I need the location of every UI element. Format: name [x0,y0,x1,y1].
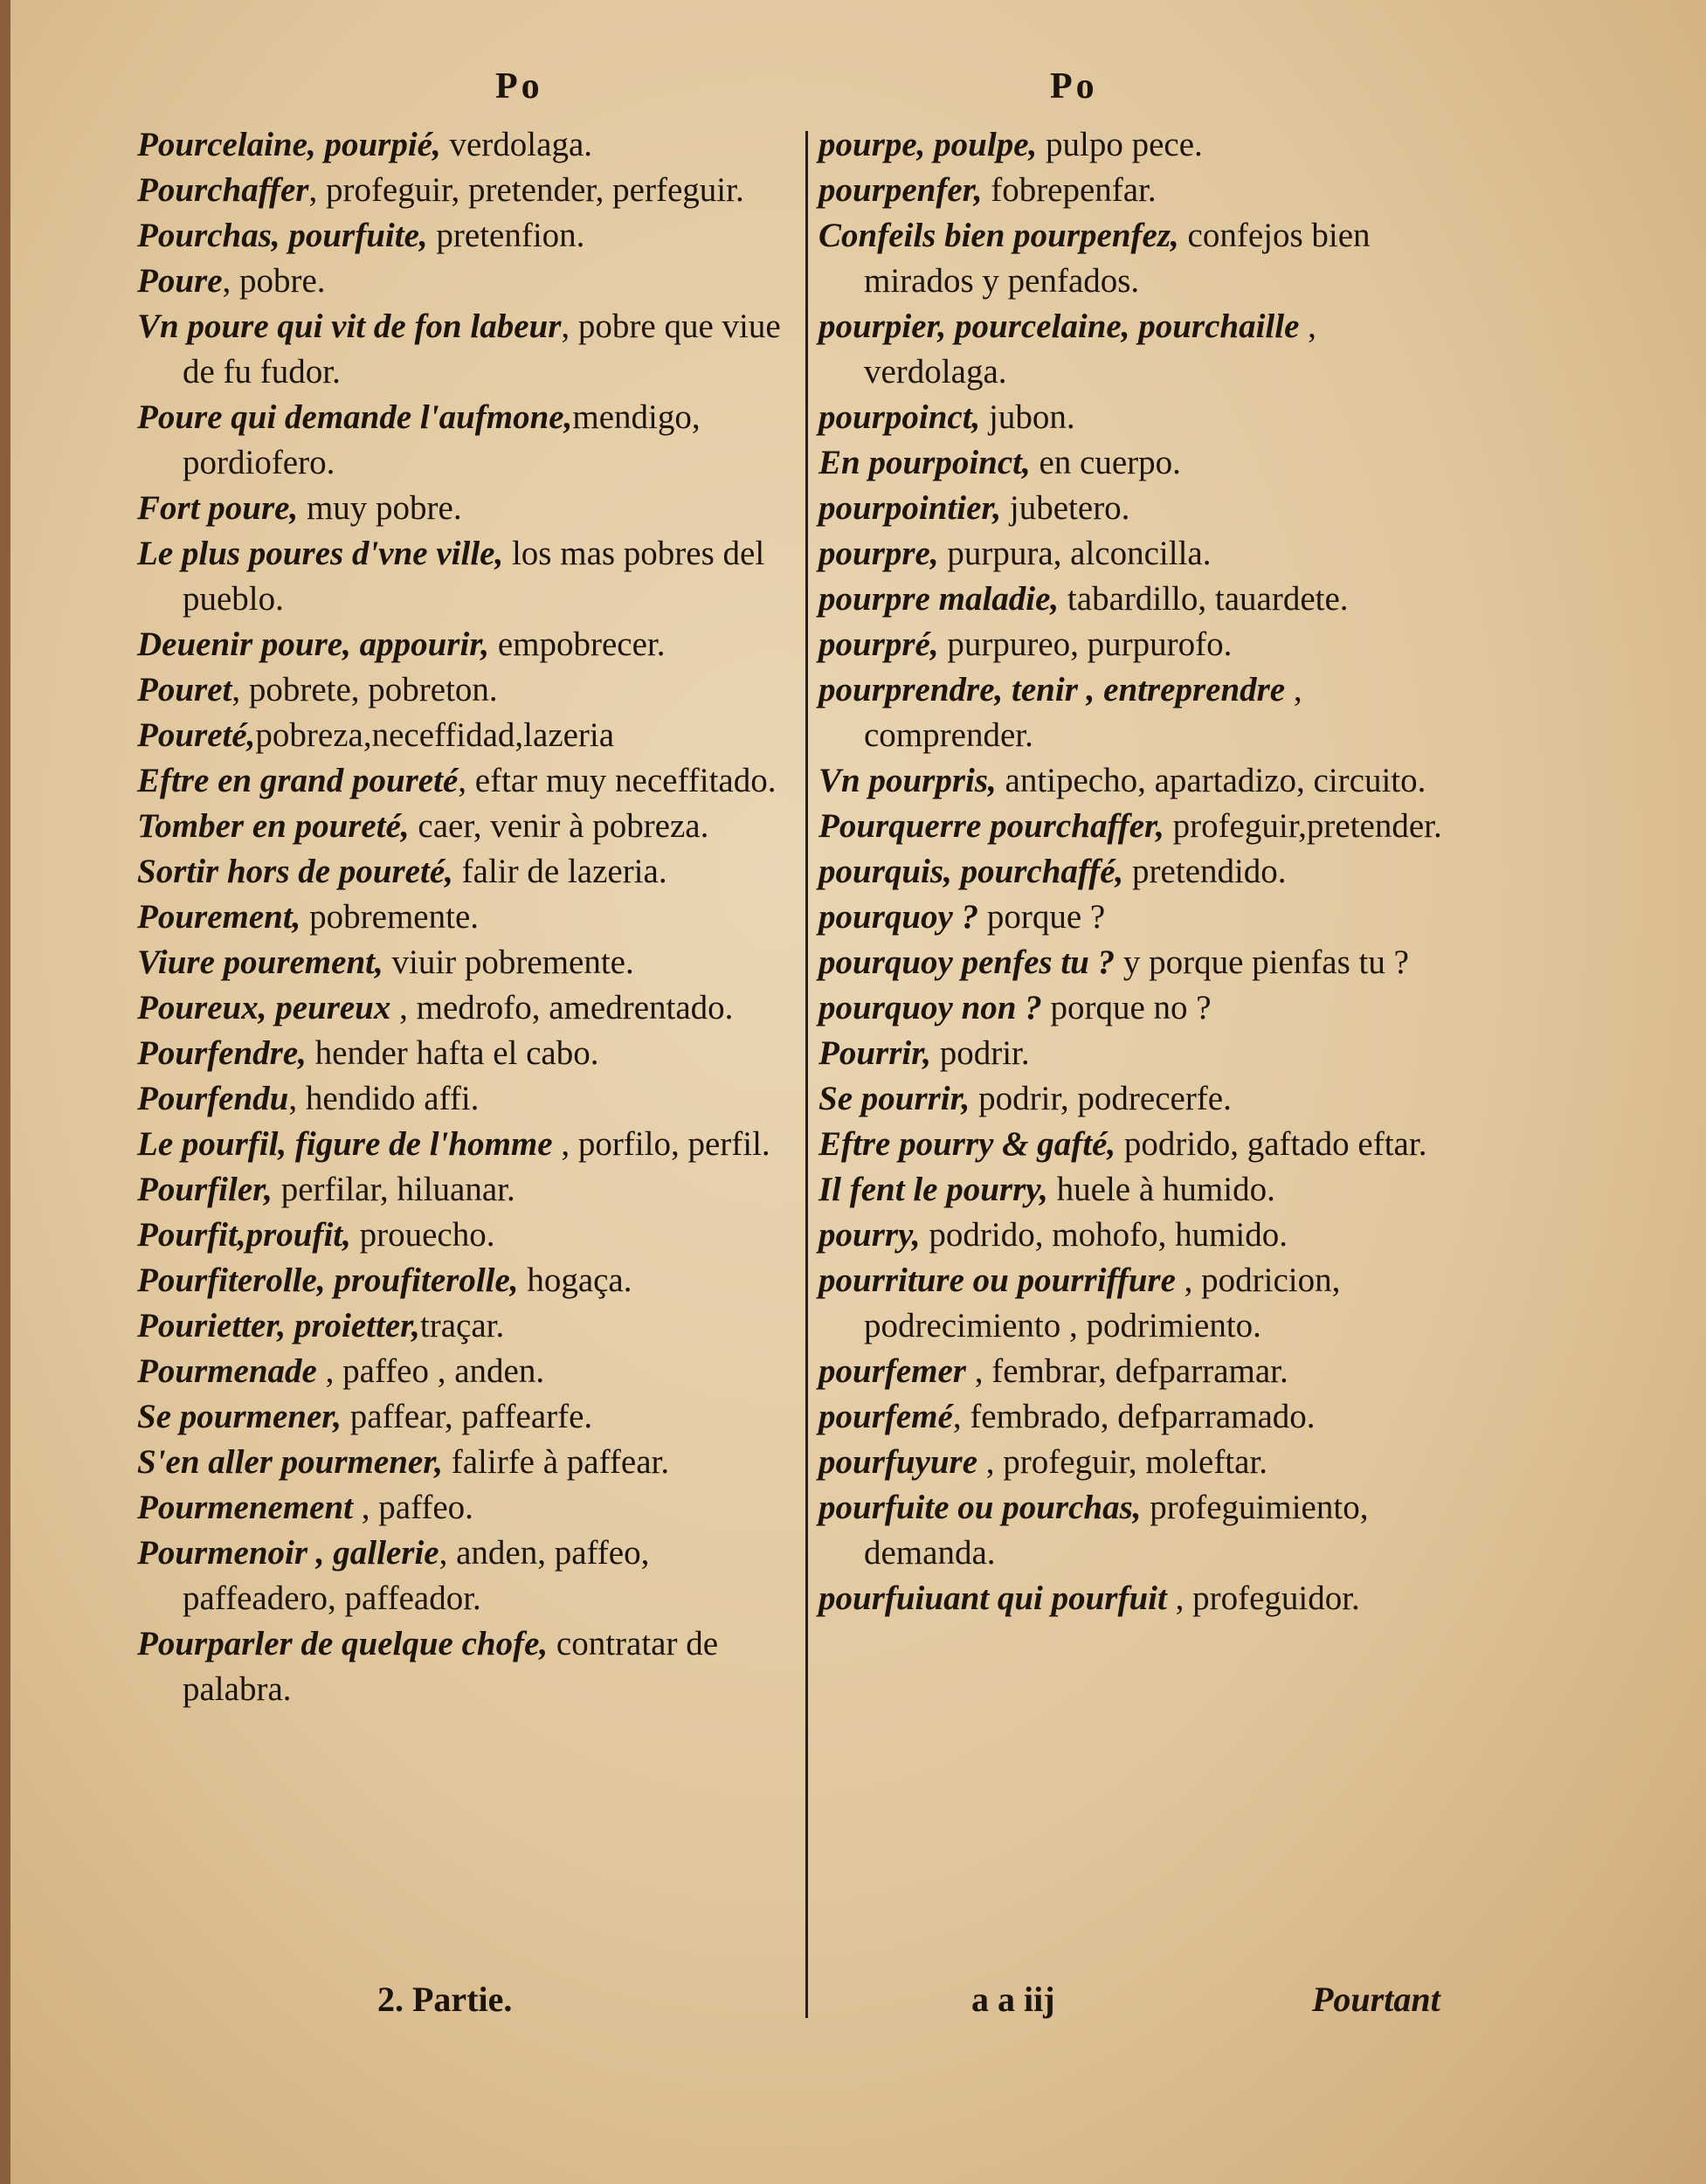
entry-headword: Se pourrir, [818,1080,970,1117]
dictionary-entry [818,440,1465,486]
entry-headword: Pourfendre, [137,1034,307,1072]
entry-gloss: , verdolaga. [864,308,1316,390]
dictionary-entry [818,849,1465,895]
entry-headword: Pourmenement [137,1489,354,1526]
dictionary-entry [137,985,792,1031]
entry-headword: pourfemé [818,1398,953,1435]
entry-gloss: hender hafta el cabo. [306,1034,599,1072]
dictionary-entry [137,486,792,531]
catchword: Pourtant [1312,1980,1440,2019]
entry-headword: pourpenfer, [818,171,983,209]
entry-headword: Se pourmener, [137,1398,342,1435]
dictionary-entry [137,1213,792,1258]
entry-gloss: pobremente. [300,898,480,936]
dictionary-entry [137,1531,792,1621]
entry-gloss: caer, venir à pobreza. [409,807,709,845]
entry-headword: Pourchas, pourfuite, [137,217,428,254]
dictionary-entry [137,758,792,804]
entry-headword: Deuenir poure, appourir, [137,625,490,663]
entry-headword: pourpointier, [818,489,1002,527]
entry-gloss: traçar. [419,1307,505,1344]
entry-gloss: pobreza,neceffidad,lazeria [255,716,615,754]
entry-gloss: los mas pobres del pueblo. [183,535,765,618]
entry-gloss: antipecho, apartadizo, circuito. [996,762,1426,799]
dictionary-entry [818,1349,1465,1394]
dictionary-entry [137,122,792,168]
entry-headword: pourpre maladie, [818,580,1060,618]
dictionary-entry [137,1394,792,1440]
dictionary-entry [818,667,1465,758]
entry-headword: Pourrir, [818,1034,931,1072]
entry-gloss: , profeguidor. [1166,1579,1360,1617]
entry-gloss: podrido, mohofo, humido. [920,1216,1288,1254]
entry-gloss: , profeguir, pretender, perfeguir. [308,171,744,209]
entry-headword: Pourparler de quelque chofe, [137,1625,549,1662]
entry-headword: pourprendre, tenir , entreprendre [818,671,1286,708]
dictionary-entry [137,849,792,895]
entry-headword: Pourquerre pourchaffer, [818,807,1164,845]
entry-headword: Eftre pourry & gafté, [818,1125,1116,1163]
right-column [818,122,1465,1621]
entry-headword: Pourcelaine, pourpié, [137,126,441,163]
entry-gloss: y porque pienfas tu ? [1115,943,1409,981]
entry-gloss: mendigo, pordiofero. [183,398,701,481]
dictionary-entry [137,168,792,213]
dictionary-entry [818,1213,1465,1258]
entry-gloss: huele à humido. [1047,1171,1275,1208]
entry-headword: pourpré, [818,625,939,663]
entry-gloss: perfilar, hiluanar. [272,1171,515,1208]
entry-gloss: verdolaga. [440,126,593,163]
entry-headword: En pourpoinct, [818,444,1031,481]
entry-headword: Pourietter, proietter, [137,1307,420,1344]
entry-headword: Pourmenoir , gallerie [137,1534,439,1572]
dictionary-entry [137,804,792,849]
dictionary-entry [818,213,1465,304]
dictionary-entry [818,1031,1465,1076]
entry-headword: pourquis, pourchaffé, [818,853,1124,890]
entry-headword: Pourfit,proufit, [137,1216,351,1254]
dictionary-entry [818,1485,1465,1576]
entry-gloss: , hendido affi. [288,1080,480,1117]
column-rule [805,131,808,2018]
entry-gloss: podrir. [930,1034,1030,1072]
entry-headword: Poure qui demande l'aufmone, [137,398,573,436]
dictionary-entry [818,1122,1465,1167]
entry-headword: pourquoy non ? [818,989,1042,1026]
entry-gloss: falir de lazeria. [452,853,667,890]
entry-headword: Sortir hors de poureté, [137,853,453,890]
entry-gloss: , pobre. [222,262,326,300]
entry-headword: pourquoy penfes tu ? [818,943,1115,981]
dictionary-entry [137,1122,792,1167]
entry-headword: Pourfiterolle, proufiterolle, [137,1261,519,1299]
entry-gloss: , pobre que viue de fu fudor. [183,308,781,390]
entry-gloss: , pobrete, pobreton. [231,671,498,708]
entry-gloss: porque ? [978,898,1106,936]
dictionary-entry [137,1303,792,1349]
dictionary-entry [137,1485,792,1531]
entry-gloss: , fembrado, defparramado. [952,1398,1316,1435]
dictionary-entry [137,895,792,940]
entry-gloss: empobrecer. [489,625,666,663]
entry-gloss: muy pobre. [298,489,462,527]
entry-headword: pourfuyure [818,1443,978,1481]
entry-headword: Viure pourement, [137,943,383,981]
dictionary-entry [137,213,792,259]
entry-gloss: tabardillo, tauardete. [1059,580,1349,618]
dictionary-entry [137,1031,792,1076]
entry-gloss: paffear, paffearfe. [342,1398,593,1435]
entry-headword: Le plus poures d'vne ville, [137,535,504,572]
dictionary-entry [137,395,792,486]
entry-headword: pourpoinct, [818,398,981,436]
dictionary-entry [818,168,1465,213]
left-column [137,122,792,1712]
dictionary-entry [818,1576,1465,1621]
entry-gloss: podrido, gaftado eftar. [1115,1125,1427,1163]
entry-headword: Vn pourpris, [818,762,997,799]
entry-gloss: , fembrar, defparramar. [966,1352,1288,1390]
entry-headword: Poureté, [137,716,256,754]
entry-headword: Il fent le pourry, [818,1171,1048,1208]
entry-gloss: purpureo, purpurofo. [938,625,1233,663]
entry-gloss: podrir, podrecerfe. [970,1080,1232,1117]
entry-headword: Eftre en grand poureté [137,762,459,799]
entry-gloss: confejos bien mirados y penfados. [864,217,1371,300]
entry-headword: pourquoy ? [818,898,979,936]
entry-gloss: , podricion, podrecimiento , podrimiento. [864,1261,1341,1344]
dictionary-entry [137,940,792,985]
entry-gloss: pulpo pece. [1037,126,1203,163]
binding-edge [0,0,10,2184]
entry-headword: pourfuiuant qui pourfuit [818,1579,1167,1617]
dictionary-entry [818,531,1465,577]
dictionary-entry [818,577,1465,622]
entry-headword: pourpier, pourcelaine, pourchaille [818,308,1300,345]
dictionary-entry [818,758,1465,804]
entry-gloss: hogaça. [518,1261,632,1299]
entry-gloss: pretendido. [1123,853,1287,890]
entry-headword: Fort poure, [137,489,299,527]
dictionary-entry [818,804,1465,849]
entry-gloss: porque no ? [1041,989,1212,1026]
dictionary-entry [818,122,1465,168]
entry-headword: Pourfendu [137,1080,289,1117]
entry-gloss: profeguimiento, demanda. [864,1489,1369,1572]
entry-headword: Pouret [137,671,232,708]
dictionary-entry [137,622,792,667]
dictionary-entry [818,622,1465,667]
entry-headword: Pourement, [137,898,301,936]
entry-gloss: , eftar muy neceffitado. [458,762,777,799]
left-running-header: Po [495,66,543,107]
entry-gloss: , anden, paffeo, paffeadero, paffeador. [183,1534,650,1617]
entry-headword: Poure [137,262,223,300]
dictionary-entry [818,486,1465,531]
entry-gloss: jubon. [980,398,1075,436]
dictionary-entry [137,304,792,395]
dictionary-entry [818,1258,1465,1349]
dictionary-entry [818,395,1465,440]
entry-gloss: , medrofo, amedrentado. [390,989,734,1026]
entry-headword: S'en aller pourmener, [137,1443,443,1481]
entry-gloss: pretenfion. [427,217,585,254]
entry-gloss: fobrepenfar. [982,171,1157,209]
dictionary-entry [137,1167,792,1213]
entry-headword: pourpre, [818,535,939,572]
entry-headword: pourfuite ou pourchas, [818,1489,1142,1526]
dictionary-entry [137,1440,792,1485]
entry-headword: Pourmenade [137,1352,317,1390]
entry-gloss: viuir pobremente. [383,943,634,981]
entry-headword: Confeils bien pourpenfez, [818,217,1179,254]
entry-gloss: , comprender. [864,671,1302,754]
entry-gloss: jubetero. [1001,489,1130,527]
entry-headword: pourfemer [818,1352,966,1390]
entry-gloss: en cuerpo. [1030,444,1181,481]
signature-mark: 2. Partie. [377,1980,513,2019]
entry-gloss: , paffeo , anden. [316,1352,545,1390]
dictionary-entry [137,713,792,758]
dictionary-entry [818,304,1465,395]
dictionary-entry [137,531,792,622]
entry-headword: Vn poure qui vit de fon labeur [137,308,562,345]
dictionary-entry [137,1076,792,1122]
leaf-signature: a a iij [971,1980,1055,2019]
dictionary-entry [818,1440,1465,1485]
entry-gloss: prouecho. [350,1216,495,1254]
entry-gloss: contratar de palabra. [183,1625,719,1708]
entry-headword: Pourchaffer [137,171,309,209]
page-scan [10,0,1706,2184]
dictionary-entry [137,259,792,304]
dictionary-entry [818,1076,1465,1122]
entry-headword: Le pourfil, figure de l'homme [137,1125,553,1163]
entry-gloss: , porfilo, perfil. [552,1125,770,1163]
entry-gloss: purpura, alconcilla. [938,535,1212,572]
entry-gloss: , profeguir, moleftar. [977,1443,1268,1481]
entry-gloss: , paffeo. [353,1489,473,1526]
right-running-header: Po [1050,66,1098,107]
dictionary-entry [818,1394,1465,1440]
dictionary-entry [818,895,1465,940]
dictionary-entry [818,940,1465,985]
entry-headword: pourry, [818,1216,921,1254]
dictionary-entry [137,1258,792,1303]
dictionary-entry [818,985,1465,1031]
dictionary-entry [818,1167,1465,1213]
entry-headword: Tomber en poureté, [137,807,410,845]
entry-gloss: falirfe à paffear. [442,1443,670,1481]
dictionary-entry [137,667,792,713]
entry-headword: Pourfiler, [137,1171,273,1208]
entry-headword: Poureux, peureux [137,989,391,1026]
dictionary-entry [137,1349,792,1394]
entry-gloss: profeguir,pretender. [1164,807,1442,845]
entry-headword: pourpe, poulpe, [818,126,1038,163]
dictionary-entry [137,1621,792,1712]
entry-headword: pourriture ou pourriffure [818,1261,1176,1299]
